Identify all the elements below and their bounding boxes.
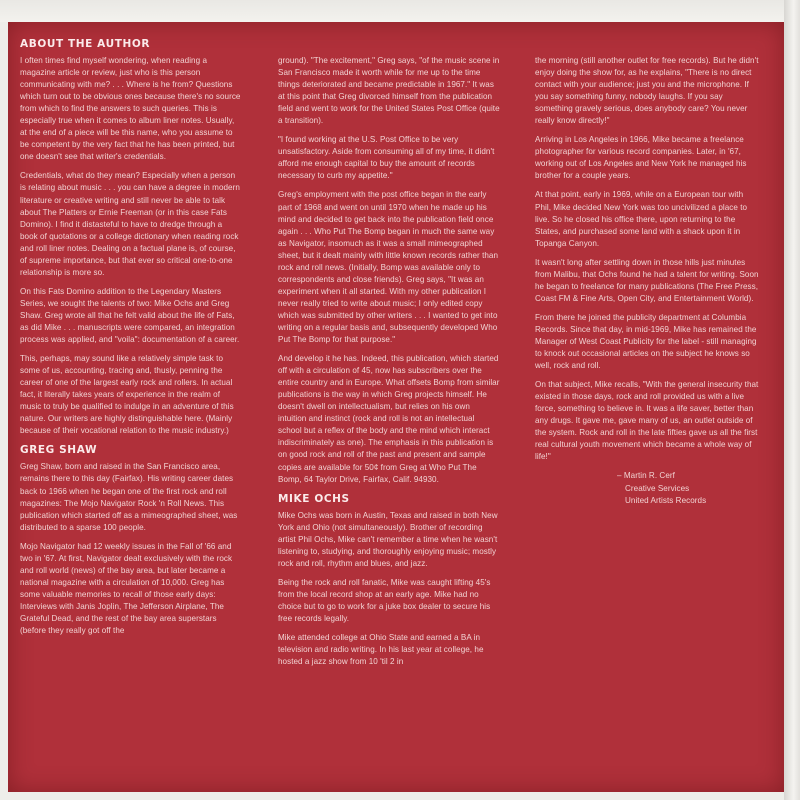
paragraph: From there he joined the publicity department at Columbia Records. Since that day, in mid-1969, Mike has remained the Manager of West Coast Publicity for the label - still managing to knock out occasional articles on the subject he knows so well, rock and roll.	[535, 312, 757, 371]
paragraph: Greg Shaw, born and raised in the San Francisco area, remains there to this day (Fairfax). His writing career dates back to 1966 when he began one of the first rock and roll magazines: The Mojo Navigator Rock 'n Roll News. This publication which started off as a mimeographed sheet, was distributed to a sparse 100 people.	[20, 462, 238, 532]
sleeve-right-edge	[784, 0, 800, 800]
paragraph: "I found working at the U.S. Post Office to be very unsatisfactory. Aside from consuming all of my time, it didn't afford me enough capital to buy the amount of records necessary to curb my appetite."	[278, 135, 495, 181]
paragraph: Being the rock and roll fanatic, Mike was caught lifting 45's from the local record shop at an early age. Mike had no choice but to go to work for a juke box dealer to secure his free records legally.	[278, 577, 491, 623]
sleeve-top-edge	[0, 0, 800, 22]
column-middle	[278, 55, 500, 675]
greg-shaw-heading: GREG SHAW	[20, 444, 98, 457]
column-left	[20, 38, 242, 644]
paragraph: And develop it he has. Indeed, this publication, which started off with a circulation of 45, now has subscribers over the entire country and in Europe. What offsets Bomp from similar publications is the way in which Greg projects himself. He doesn't dwell on intellectualism, but relies on his own intuition and instinct (rock and roll is not an intellectual school but a reflex of the body and the mind which interact indiscriminately as one). The emphasis in this publication is on good rock and roll of the past and present and sample copies are available for 50¢ from Greg at Who Put The Bomp, 64 Taylor Drive, Fairfax, Calif. 94930.	[278, 354, 500, 484]
paragraph: Mike Ochs was born in Austin, Texas and raised in both New York and Ohio (not simultaneously). Brother of recording artist Phil Ochs, Mike can't remember a time when he wasn't listening to, studying, and thoroughly enjoying music; mostly rock and roll, rhythm and blues, and jazz.	[278, 510, 498, 568]
paragraph: ground). "The excitement," Greg says, "of the music scene in San Francisco made it worth while for me up to the time things deteriorated and became predictable in 1967." It was at this point that Greg divorced himself from the publication field and went to work for the United States Post Office (quite a transition).	[278, 56, 500, 126]
signature-company: United Artists Records	[625, 495, 707, 505]
paragraph: Mike attended college at Ohio State and earned a BA in television and radio writing. In his last year at college, he hosted a jazz show from 10 'til 2 in	[278, 633, 484, 667]
paragraph: This, perhaps, may sound like a relatively simple task to some of us, accounting, tracing and, thusly, penning the career of one of the largest early rock and rollers. In actual fact, it literally takes years of experience in the realm of music to truly be qualified to indulge in an adventure of this nature. Our writers are highly distinguishable here. (Mainly because of their vocational relation to the music industry.)	[20, 354, 234, 436]
paragraph: Greg's employment with the post office began in the early part of 1968 and went on until 1970 when he made up his mind and decided to get back into the publication field once again . . . Who Put The Bomp began in much the same way as Navigator, insomuch as it was a small mimeographed sheet, but it dealt mainly with little known records rather than rock and roll news. (Initially, Bomp was available only to correspondents and close friends). Greg says, "It was an experiment when it all started. With my other publication I never really tried to write about music; I only edited copy which was submitted by other writers . . . I wanted to get into writing on a regular basis and, subsequently developed Who Put The Bomp for that purpose."	[278, 190, 499, 345]
signature-name: – Martin R. Cerf	[617, 471, 675, 481]
paragraph: At that point, early in 1969, while on a European tour with Phil, Mike decided New York was too uncivilized a place to live. So he closed his office there, upon returning to the States, and purchased some land with a shack upon it in Topanga Canyon.	[535, 190, 748, 248]
signature-block	[617, 470, 761, 506]
paragraph: I often times find myself wondering, when reading a magazine article or review, just who is this person communicating with me? . . . Where is he from? Questions which turn out to be obvious ones because there's no source from which to find the answers to such queries. This is especially true when it comes to album liner notes. Usually, at the end of a piece will be this name, who you assume to be competent by the very fact that he has been printed, but one doesn't see that writer's credentials.	[20, 56, 241, 162]
paragraph: Arriving in Los Angeles in 1966, Mike became a freelance photographer for various record companies. Later, in '67, working out of Los Angeles and New York he managed his brother for a couple years.	[535, 135, 747, 181]
paragraph: On that subject, Mike recalls, "With the general insecurity that existed in those days, rock and roll provided us with a live force, something to believe in. It was a life saver, better than any drugs. It gave me, gave many of us, an outlet outside of the system. Rock and roll in the late fifties gave us all the first real cultural youth movement which became a whole way of life!"	[535, 380, 759, 462]
paragraph: the morning (still another outlet for free records). But he didn't enjoy doing the show for, as he explains, "There is no direct contact with your audience; just you and the microphone. If you say something funny, nobody laughs. If you say something gravely serious, does anybody care? You never really know directly!"	[535, 56, 759, 126]
column-right	[535, 55, 761, 507]
paragraph: It wasn't long after settling down in those hills just minutes from Malibu, that Ochs found he had a talent for writing. Soon he began to freelance for many publications (The Free Press, Coast FM & Fine Arts, Open City, and Entertainment World).	[535, 257, 759, 303]
paragraph: Mojo Navigator had 12 weekly issues in the Fall of '66 and two in '67. At first, Navigator dealt exclusively with the rock and roll world (news) of the bay area, but later became a national magazine with a circulation of 10,000. Greg has some valuable memories to recall of those early days: Interviews with Janis Joplin, The Jefferson Airplane, The Grateful Dead, and the rest of the bay area superstars (before they really got off the	[20, 541, 233, 636]
paragraph: On this Fats Domino addition to the Legendary Masters Series, we sought the talents of two: Mike Ochs and Greg Shaw. Greg wrote all that he felt valid about the life of Fats, as did Mike . . . manuscripts were compared, an integration process was applied, and "voila": documentation of a career.	[20, 286, 240, 345]
paragraph: Credentials, what do they mean? Especially when a person is relating about music . . . you can have a degree in modern literature or creative writing and still never be able to talk about The Platters or Ernie Freeman (or in this case Fats Domino). I find it distasteful to have to dredge through a book of quotations or a college dictionary when reading rock and roll liner notes. Dealing on a factual plane is, of course, of supreme importance, but that ever so critical one-to-one relationship is more so.	[20, 171, 240, 277]
signature-title: Creative Services	[625, 483, 690, 493]
about-the-author-heading: ABOUT THE AUTHOR	[20, 38, 151, 50]
mike-ochs-heading: MIKE OCHS	[278, 492, 350, 505]
